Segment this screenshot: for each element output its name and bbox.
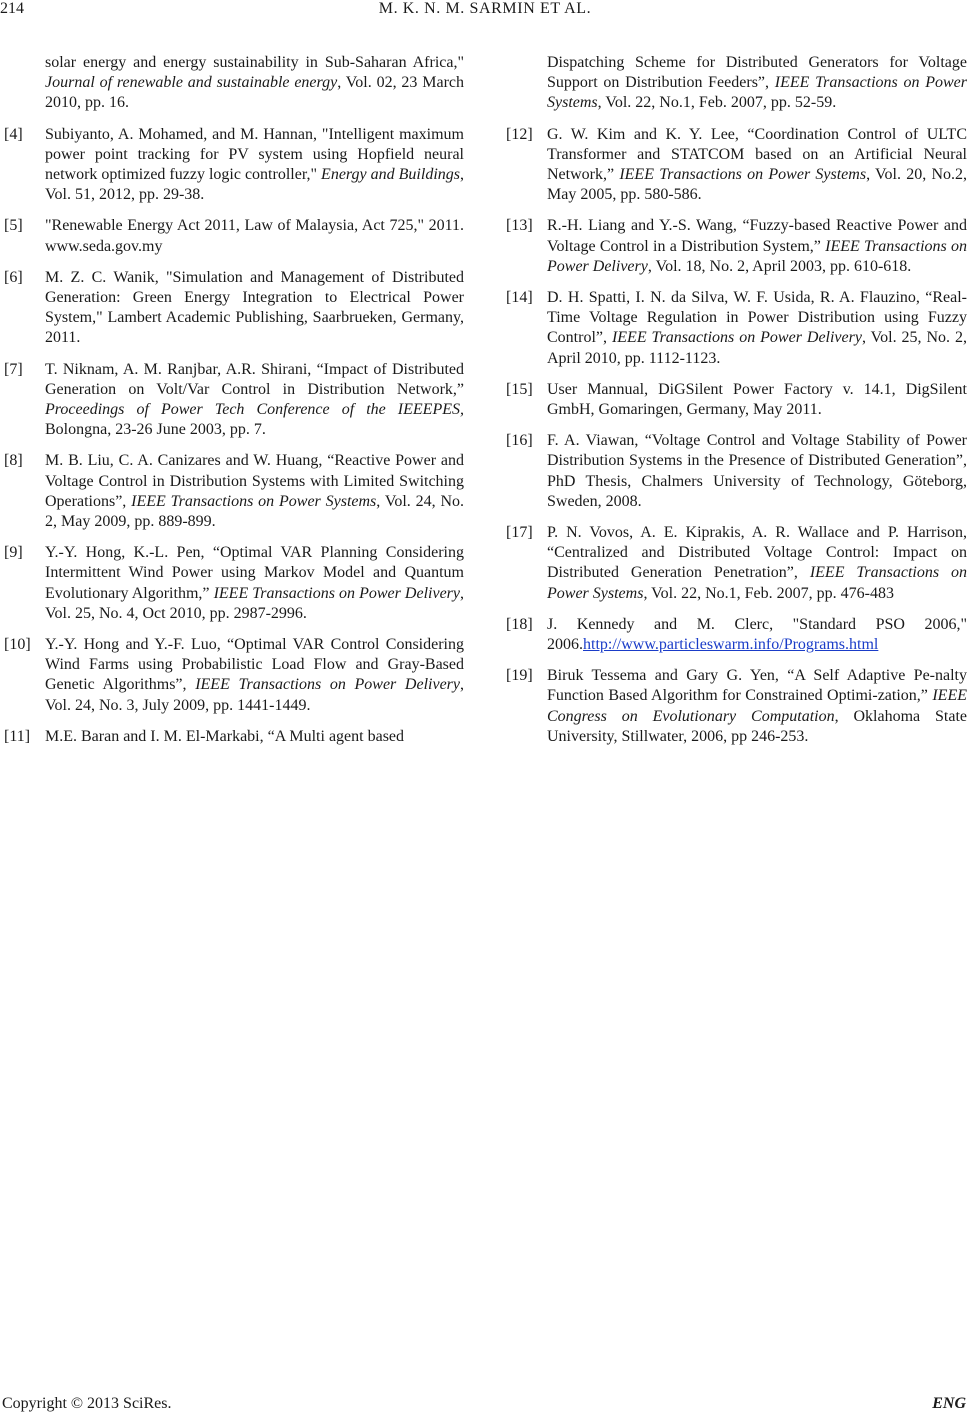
reference-number: [6] bbox=[4, 268, 23, 286]
reference-item bbox=[4, 125, 464, 206]
page-footer bbox=[0, 1394, 970, 1414]
reference-number: [19] bbox=[506, 667, 533, 685]
reference-number: [12] bbox=[506, 125, 533, 143]
reference-number: [4] bbox=[4, 125, 23, 143]
reference-text: J. Kennedy and M. Clerc, "Standard PSO 2006," 2006.http://www.particleswarm.info/Programs.html bbox=[547, 615, 967, 654]
reference-text: M.E. Baran and I. M. El-Markabi, “A Multi agent based bbox=[45, 727, 405, 745]
reference-item bbox=[506, 288, 967, 369]
left-column bbox=[4, 53, 464, 758]
reference-number: [16] bbox=[506, 432, 533, 450]
right-column bbox=[506, 53, 967, 758]
reference-text: T. Niknam, A. M. Ranjbar, A.R. Shirani, “Impact of Distributed Generation on Volt/Var Control in Distribution Network,” Proceedings of Power Tech Conference of the IEEEPES, Bolongna, 23-26 June 2003, pp. 7. bbox=[45, 360, 464, 439]
reference-item bbox=[4, 727, 464, 747]
reference-text: F. A. Viawan, “Voltage Control and Voltage Stability of Power Distribution Systems in the Presence of Distributed Generation”, PhD Thesis, Chalmers University of Technology, Göteborg, Sweden, 2008. bbox=[547, 432, 967, 510]
reference-item bbox=[4, 360, 464, 441]
reference-number: [17] bbox=[506, 524, 533, 542]
reference-item bbox=[506, 216, 967, 277]
page-number: 214 bbox=[0, 0, 24, 17]
reference-link[interactable]: http://www.particleswarm.info/Programs.html bbox=[583, 636, 879, 654]
reference-number: [9] bbox=[4, 544, 23, 562]
copyright-notice: Copyright © 2013 SciRes. bbox=[2, 1395, 172, 1412]
reference-number: [18] bbox=[506, 615, 533, 633]
reference-text: Y.-Y. Hong, K.-L. Pen, “Optimal VAR Planning Considering Intermittent Wind Power using Markov Model and Quantum Evolutionary Algorithm,” IEEE Transactions on Power Delivery, Vol. 25, No. 4, Oct 2010, pp. 2987-2996. bbox=[45, 544, 465, 622]
reference-text: M. Z. C. Wanik, "Simulation and Management of Distributed Generation: Green Energy Integration to Electrical Power System," Lambert Academic Publishing, Saarbrueken, Germany, 2011. bbox=[45, 268, 464, 347]
reference-text: Subiyanto, A. Mohamed, and M. Hannan, "Intelligent maximum power point tracking for PV system using Hopfield neural network optimized fuzzy logic controller," Energy and Buildings, Vol. 51, 2012, pp. 29-38. bbox=[45, 125, 464, 204]
reference-continuation bbox=[4, 53, 464, 114]
reference-item bbox=[4, 543, 464, 624]
reference-item bbox=[4, 216, 464, 256]
reference-text: solar energy and energy sustainability in Sub-Saharan Africa," Journal of renewable and sustainable energy, Vol. 02, 23 March 2010, pp. 16. bbox=[45, 54, 464, 112]
reference-text: Y.-Y. Hong and Y.-F. Luo, “Optimal VAR Control Considering Wind Farms using Probabilistic Load Flow and Gray-Based Genetic Algorithms”, IEEE Transactions on Power Delivery, Vol. 24, No. 3, July 2009, pp. 1441-1449. bbox=[45, 636, 465, 714]
reference-item bbox=[506, 523, 967, 604]
reference-item bbox=[4, 268, 464, 349]
page-header bbox=[0, 0, 970, 30]
reference-item bbox=[4, 451, 464, 532]
reference-number: [11] bbox=[4, 727, 31, 745]
reference-number: [13] bbox=[506, 217, 533, 235]
reference-text: G. W. Kim and K. Y. Lee, “Coordination Control of ULTC Transformer and STATCOM based on an Artificial Neural Network,” IEEE Transactions on Power Systems, Vol. 20, No.2, May 2005, pp. 580-586. bbox=[547, 125, 967, 204]
reference-item bbox=[506, 125, 967, 206]
reference-item bbox=[506, 380, 967, 420]
reference-number: [14] bbox=[506, 289, 533, 307]
reference-text: Biruk Tessema and Gary G. Yen, “A Self Adaptive Pe-nalty Function Based Algorithm for Constrained Optimi-zation,” IEEE Congress on Evolutionary Computation, Oklahoma State University, Stillwater, 2006, pp 246-253. bbox=[547, 667, 968, 745]
reference-number: [7] bbox=[4, 360, 23, 378]
reference-text: P. N. Vovos, A. E. Kiprakis, A. R. Wallace and P. Harrison, “Centralized and Distributed Voltage Control: Impact on Distributed Generation Penetration”, IEEE Transactions on Power Systems, Vol. 22, No.1, Feb. 2007, pp. 476-483 bbox=[547, 524, 967, 602]
reference-text: "Renewable Energy Act 2011, Law of Malaysia, Act 725," 2011. www.seda.gov.my bbox=[45, 217, 464, 255]
reference-continuation bbox=[506, 53, 967, 114]
reference-text: R.-H. Liang and Y.-S. Wang, “Fuzzy-based Reactive Power and Voltage Control in a Distribution System,” IEEE Transactions on Power Delivery, Vol. 18, No. 2, April 2003, pp. 610-618. bbox=[547, 217, 967, 275]
journal-abbreviation: ENG bbox=[932, 1395, 966, 1412]
reference-item bbox=[506, 666, 967, 747]
reference-text: Dispatching Scheme for Distributed Generators for Voltage Support on Distribution Feeders”, IEEE Transactions on Power Systems, Vol. 22, No.1, Feb. 2007, pp. 52-59. bbox=[547, 54, 967, 112]
reference-number: [8] bbox=[4, 452, 23, 470]
reference-item bbox=[506, 615, 967, 655]
running-head: M. K. N. M. SARMIN ET AL. bbox=[378, 0, 592, 17]
reference-text: User Mannual, DiGSilent Power Factory v. 14.1, DigSilent GmbH, Gomaringen, Germany, May 2011. bbox=[547, 380, 967, 419]
reference-number: [10] bbox=[4, 636, 31, 654]
reference-text: D. H. Spatti, I. N. da Silva, W. F. Usida, R. A. Flauzino, “Real-Time Voltage Regulation in Power Distribution using Fuzzy Control”, IEEE Transactions on Power Delivery, Vol. 25, No. 2, April 2010, pp. 1112-1123. bbox=[547, 289, 967, 367]
reference-item bbox=[4, 635, 464, 716]
reference-text: M. B. Liu, C. A. Canizares and W. Huang, “Reactive Power and Voltage Control in Distribution Systems with Limited Switching Operations”, IEEE Transactions on Power Systems, Vol. 24, No. 2, May 2009, pp. 889-899. bbox=[45, 452, 465, 531]
reference-item bbox=[506, 431, 967, 512]
reference-number: [15] bbox=[506, 380, 533, 398]
reference-number: [5] bbox=[4, 217, 23, 235]
